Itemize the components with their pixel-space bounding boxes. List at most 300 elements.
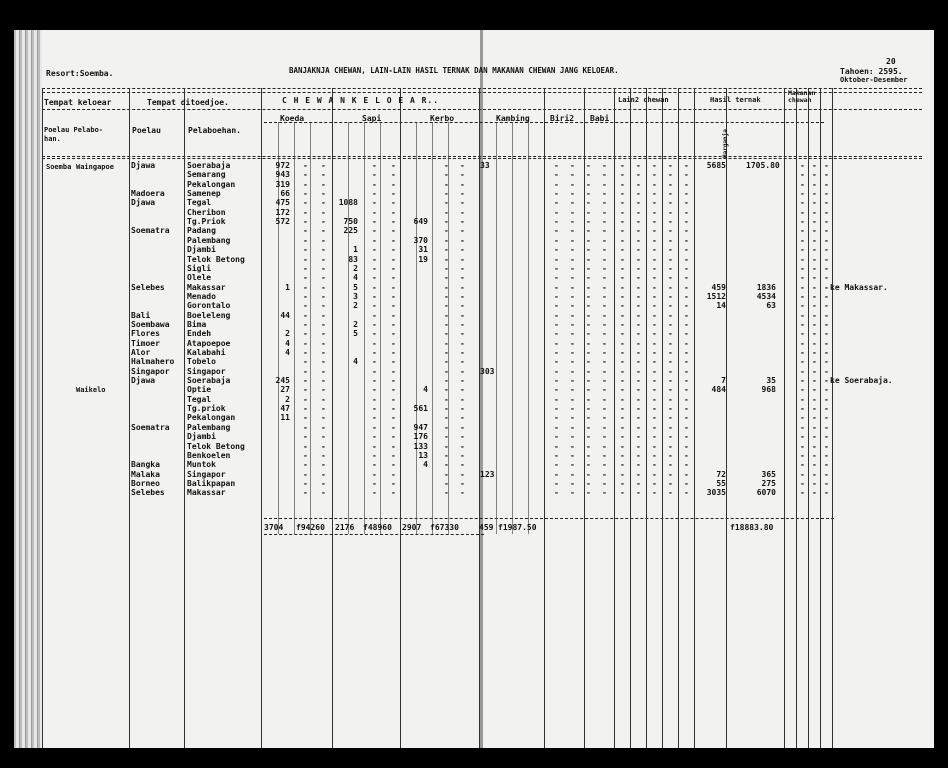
empty-cell-dash: - [444, 329, 449, 339]
empty-cell-dash: - [636, 394, 641, 404]
empty-cell-dash: - [460, 161, 465, 170]
empty-cell-dash: - [602, 469, 607, 479]
col-lainlain: Lain2 chewan [618, 96, 669, 104]
empty-cell-dash: - [824, 460, 829, 470]
empty-cell-dash: - [321, 366, 326, 376]
row-koeda: 572 [275, 217, 290, 227]
empty-cell-dash: - [812, 450, 817, 460]
empty-cell-dash: - [636, 291, 641, 301]
empty-cell-dash: - [586, 217, 591, 227]
empty-cell-dash: - [321, 319, 326, 329]
empty-cell-dash: - [391, 432, 396, 442]
empty-cell-dash: - [684, 338, 689, 348]
empty-cell-dash: - [800, 488, 805, 498]
empty-cell-dash: - [824, 226, 829, 236]
empty-cell-dash: - [812, 338, 817, 348]
empty-cell-dash: - [570, 469, 575, 479]
empty-cell-dash: - [391, 357, 396, 367]
empty-cell-dash: - [372, 366, 377, 376]
empty-cell-dash: - [668, 263, 673, 273]
empty-cell-dash: - [321, 478, 326, 488]
empty-cell-dash: - [812, 404, 817, 414]
row-hasil-banjak: 5685 [706, 161, 726, 170]
row-kerbo: 13 [418, 450, 428, 460]
row-port: Samenep [187, 189, 221, 199]
empty-cell-dash: - [460, 478, 465, 488]
empty-cell-dash: - [586, 488, 591, 498]
empty-cell-dash: - [570, 478, 575, 488]
empty-cell-dash: - [372, 226, 377, 236]
empty-cell-dash: - [460, 348, 465, 357]
row-hasil-harga: 35 [766, 376, 776, 386]
row-hasil-harga: 63 [766, 301, 776, 311]
empty-cell-dash: - [303, 488, 308, 498]
empty-cell-dash: - [652, 207, 657, 217]
empty-cell-dash: - [800, 179, 805, 189]
empty-cell-dash: - [800, 469, 805, 479]
empty-cell-dash: - [372, 450, 377, 460]
empty-cell-dash: - [602, 226, 607, 236]
row-port: Tegal [187, 394, 212, 404]
row-port: Makassar [187, 488, 226, 498]
empty-cell-dash: - [636, 310, 641, 320]
empty-cell-dash: - [586, 348, 591, 357]
empty-cell-dash: - [620, 254, 625, 264]
empty-cell-dash: - [460, 254, 465, 264]
total-koeda-harga: f94260 [296, 523, 325, 532]
empty-cell-dash: - [372, 385, 377, 395]
empty-cell-dash: - [554, 488, 559, 498]
sub-column-rule [364, 122, 365, 534]
empty-cell-dash: - [460, 338, 465, 348]
column-rule [694, 88, 695, 748]
total-koeda-banjak: 3704 [264, 523, 284, 532]
empty-cell-dash: - [602, 301, 607, 311]
empty-cell-dash: - [460, 404, 465, 414]
row-kerbo: 4 [423, 385, 428, 395]
empty-cell-dash: - [684, 422, 689, 432]
empty-cell-dash: - [554, 376, 559, 386]
column-rule [614, 88, 615, 748]
empty-cell-dash: - [554, 394, 559, 404]
empty-cell-dash: - [391, 310, 396, 320]
empty-cell-dash: - [684, 450, 689, 460]
empty-cell-dash: - [372, 404, 377, 414]
empty-cell-dash: - [824, 404, 829, 414]
empty-cell-dash: - [460, 385, 465, 395]
empty-cell-dash: - [652, 357, 657, 367]
empty-cell-dash: - [668, 319, 673, 329]
empty-cell-dash: - [636, 441, 641, 451]
row-sapi: 225 [343, 226, 358, 236]
row-poelau: Djawa [131, 198, 156, 208]
row-koeda: 2 [285, 329, 290, 339]
empty-cell-dash: - [321, 488, 326, 498]
total-sapi-harga: f48960 [363, 523, 392, 532]
empty-cell-dash: - [554, 478, 559, 488]
empty-cell-dash: - [303, 366, 308, 376]
empty-cell-dash: - [824, 207, 829, 217]
empty-cell-dash: - [668, 310, 673, 320]
empty-cell-dash: - [800, 319, 805, 329]
empty-cell-dash: - [554, 207, 559, 217]
empty-cell-dash: - [391, 366, 396, 376]
empty-cell-dash: - [800, 404, 805, 414]
year-subtitle: Oktober-Desember [840, 76, 908, 84]
empty-cell-dash: - [321, 301, 326, 311]
empty-cell-dash: - [652, 254, 657, 264]
empty-cell-dash: - [570, 217, 575, 227]
empty-cell-dash: - [602, 441, 607, 451]
empty-cell-dash: - [460, 413, 465, 423]
empty-cell-dash: - [391, 329, 396, 339]
empty-cell-dash: - [684, 189, 689, 199]
row-port: Soerabaja [187, 161, 231, 170]
empty-cell-dash: - [668, 422, 673, 432]
empty-cell-dash: - [321, 245, 326, 255]
total-kambing-harga: f1987.50 [498, 523, 537, 532]
empty-cell-dash: - [586, 460, 591, 470]
empty-cell-dash: - [684, 469, 689, 479]
col-tempat-keloear: Tempat keloear [44, 98, 112, 107]
column-rule [332, 88, 333, 748]
empty-cell-dash: - [586, 319, 591, 329]
row-port: Padang [187, 226, 216, 236]
empty-cell-dash: - [460, 263, 465, 273]
empty-cell-dash: - [321, 329, 326, 339]
column-rule [726, 88, 727, 748]
empty-cell-dash: - [824, 469, 829, 479]
empty-cell-dash: - [652, 245, 657, 255]
empty-cell-dash: - [570, 301, 575, 311]
row-poelau: Timoer [131, 338, 160, 348]
column-rule [678, 88, 679, 748]
empty-cell-dash: - [636, 488, 641, 498]
empty-cell-dash: - [602, 385, 607, 395]
empty-cell-dash: - [321, 179, 326, 189]
empty-cell-dash: - [652, 282, 657, 292]
row-port: Endeh [187, 329, 212, 339]
empty-cell-dash: - [303, 161, 308, 170]
empty-cell-dash: - [652, 450, 657, 460]
empty-cell-dash: - [586, 207, 591, 217]
empty-cell-dash: - [372, 161, 377, 170]
empty-cell-dash: - [602, 161, 607, 170]
empty-cell-dash: - [800, 422, 805, 432]
empty-cell-dash: - [303, 338, 308, 348]
empty-cell-dash: - [668, 301, 673, 311]
empty-cell-dash: - [372, 469, 377, 479]
column-rule [42, 88, 43, 748]
empty-cell-dash: - [636, 366, 641, 376]
empty-cell-dash: - [668, 273, 673, 283]
empty-cell-dash: - [652, 478, 657, 488]
col-chewan-keloear: C H E W A N K E L O E A R.. [282, 96, 440, 105]
empty-cell-dash: - [321, 198, 326, 208]
empty-cell-dash: - [602, 217, 607, 227]
row-koeda: 2 [285, 394, 290, 404]
empty-cell-dash: - [460, 282, 465, 292]
empty-cell-dash: - [554, 469, 559, 479]
empty-cell-dash: - [444, 357, 449, 367]
row-hasil-harga: 6070 [756, 488, 776, 498]
empty-cell-dash: - [824, 179, 829, 189]
row-hasil-banjak: 3035 [706, 488, 726, 498]
empty-cell-dash: - [586, 263, 591, 273]
empty-cell-dash: - [321, 263, 326, 273]
empty-cell-dash: - [684, 310, 689, 320]
empty-cell-dash: - [824, 478, 829, 488]
empty-cell-dash: - [460, 366, 465, 376]
empty-cell-dash: - [812, 291, 817, 301]
column-rule [832, 88, 833, 748]
empty-cell-dash: - [321, 338, 326, 348]
empty-cell-dash: - [303, 245, 308, 255]
empty-cell-dash: - [570, 198, 575, 208]
empty-cell-dash: - [303, 404, 308, 414]
empty-cell-dash: - [303, 460, 308, 470]
row-hasil-banjak: 1512 [706, 291, 726, 301]
empty-cell-dash: - [321, 413, 326, 423]
empty-cell-dash: - [800, 413, 805, 423]
empty-cell-dash: - [602, 245, 607, 255]
empty-cell-dash: - [554, 301, 559, 311]
row-port: Balikpapan [187, 478, 236, 488]
empty-cell-dash: - [668, 404, 673, 414]
empty-cell-dash: - [668, 226, 673, 236]
empty-cell-dash: - [570, 226, 575, 236]
origin-port-waingapoe: Waingapoe [76, 163, 114, 171]
empty-cell-dash: - [824, 189, 829, 199]
empty-cell-dash: - [824, 366, 829, 376]
empty-cell-dash: - [602, 413, 607, 423]
total-kerbo-banjak: 2907 [402, 523, 422, 532]
column-rule [784, 88, 785, 748]
empty-cell-dash: - [684, 254, 689, 264]
column-rule [584, 88, 585, 748]
empty-cell-dash: - [668, 450, 673, 460]
row-koeda: 972 [275, 161, 290, 170]
empty-cell-dash: - [460, 189, 465, 199]
empty-cell-dash: - [636, 245, 641, 255]
empty-cell-dash: - [444, 338, 449, 348]
empty-cell-dash: - [620, 319, 625, 329]
empty-cell-dash: - [824, 376, 829, 386]
empty-cell-dash: - [444, 450, 449, 460]
row-sapi: 1 [353, 245, 358, 255]
empty-cell-dash: - [800, 366, 805, 376]
empty-cell-dash: - [303, 413, 308, 423]
empty-cell-dash: - [570, 376, 575, 386]
empty-cell-dash: - [824, 422, 829, 432]
empty-cell-dash: - [684, 441, 689, 451]
empty-cell-dash: - [444, 432, 449, 442]
page-title: BANJAKNJA CHEWAN, LAIN-LAIN HASIL TERNAK DAN MAKANAN CHEWAN JANG KELOEAR. [289, 66, 619, 75]
empty-cell-dash: - [554, 170, 559, 180]
empty-cell-dash: - [570, 235, 575, 245]
empty-cell-dash: - [586, 301, 591, 311]
empty-cell-dash: - [824, 235, 829, 245]
empty-cell-dash: - [303, 348, 308, 357]
empty-cell-dash: - [554, 189, 559, 199]
empty-cell-dash: - [636, 348, 641, 357]
empty-cell-dash: - [800, 291, 805, 301]
empty-cell-dash: - [812, 357, 817, 367]
row-port: Djambi [187, 245, 216, 255]
empty-cell-dash: - [372, 413, 377, 423]
empty-cell-dash: - [391, 338, 396, 348]
empty-cell-dash: - [391, 469, 396, 479]
empty-cell-dash: - [800, 235, 805, 245]
empty-cell-dash: - [812, 207, 817, 217]
empty-cell-dash: - [620, 282, 625, 292]
empty-cell-dash: - [586, 478, 591, 488]
empty-cell-dash: - [636, 404, 641, 414]
row-koeda: 172 [275, 207, 290, 217]
empty-cell-dash: - [391, 179, 396, 189]
empty-cell-dash: - [668, 198, 673, 208]
empty-cell-dash: - [554, 404, 559, 414]
empty-cell-dash: - [812, 394, 817, 404]
empty-cell-dash: - [372, 338, 377, 348]
empty-cell-dash: - [460, 291, 465, 301]
empty-cell-dash: - [684, 366, 689, 376]
row-poelau: Bangka [131, 460, 160, 470]
empty-cell-dash: - [460, 469, 465, 479]
empty-cell-dash: - [636, 235, 641, 245]
empty-cell-dash: - [636, 301, 641, 311]
row-hasil-harga: 4534 [756, 291, 776, 301]
empty-cell-dash: - [824, 170, 829, 180]
empty-cell-dash: - [570, 273, 575, 283]
empty-cell-dash: - [321, 161, 326, 170]
empty-cell-dash: - [372, 301, 377, 311]
empty-cell-dash: - [800, 161, 805, 170]
sub-column-rule [496, 122, 497, 534]
empty-cell-dash: - [570, 357, 575, 367]
empty-cell-dash: - [391, 488, 396, 498]
empty-cell-dash: - [372, 179, 377, 189]
empty-cell-dash: - [620, 329, 625, 339]
empty-cell-dash: - [444, 254, 449, 264]
sub-column-rule [310, 122, 311, 534]
empty-cell-dash: - [321, 273, 326, 283]
empty-cell-dash: - [460, 310, 465, 320]
row-poelau: Soembawa [131, 319, 170, 329]
row-port: Optie [187, 385, 212, 395]
row-port: Pekalongan [187, 179, 236, 189]
empty-cell-dash: - [800, 338, 805, 348]
row-poelau: Borneo [131, 478, 160, 488]
empty-cell-dash: - [668, 338, 673, 348]
empty-cell-dash: - [303, 282, 308, 292]
row-sapi: 2 [353, 301, 358, 311]
empty-cell-dash: - [602, 273, 607, 283]
empty-cell-dash: - [824, 357, 829, 367]
empty-cell-dash: - [800, 441, 805, 451]
empty-cell-dash: - [554, 432, 559, 442]
year-label: Tahoen: 2595. [840, 67, 903, 76]
empty-cell-dash: - [303, 226, 308, 236]
empty-cell-dash: - [602, 357, 607, 367]
empty-cell-dash: - [800, 310, 805, 320]
empty-cell-dash: - [800, 357, 805, 367]
empty-cell-dash: - [391, 348, 396, 357]
row-port: Palembang [187, 235, 231, 245]
empty-cell-dash: - [372, 263, 377, 273]
empty-cell-dash: - [391, 226, 396, 236]
empty-cell-dash: - [444, 207, 449, 217]
empty-cell-dash: - [444, 217, 449, 227]
empty-cell-dash: - [586, 394, 591, 404]
empty-cell-dash: - [652, 385, 657, 395]
empty-cell-dash: - [652, 366, 657, 376]
empty-cell-dash: - [602, 179, 607, 189]
empty-cell-dash: - [620, 404, 625, 414]
empty-cell-dash: - [800, 189, 805, 199]
empty-cell-dash: - [636, 385, 641, 395]
empty-cell-dash: - [652, 301, 657, 311]
row-port: Pekalongan [187, 413, 236, 423]
empty-cell-dash: - [372, 310, 377, 320]
empty-cell-dash: - [824, 432, 829, 442]
empty-cell-dash: - [812, 273, 817, 283]
empty-cell-dash: - [812, 198, 817, 208]
empty-cell-dash: - [570, 413, 575, 423]
empty-cell-dash: - [444, 310, 449, 320]
empty-cell-dash: - [636, 170, 641, 180]
empty-cell-dash: - [652, 488, 657, 498]
column-rule [479, 88, 480, 748]
empty-cell-dash: - [800, 376, 805, 386]
row-port: Olele [187, 273, 212, 283]
empty-cell-dash: - [570, 263, 575, 273]
row-koeda: 4 [285, 338, 290, 348]
empty-cell-dash: - [303, 217, 308, 227]
empty-cell-dash: - [602, 460, 607, 470]
row-port: Makassar [187, 282, 226, 292]
empty-cell-dash: - [812, 170, 817, 180]
row-poelau: Bali [131, 310, 151, 320]
empty-cell-dash: - [303, 263, 308, 273]
empty-cell-dash: - [321, 254, 326, 264]
empty-cell-dash: - [684, 179, 689, 189]
empty-cell-dash: - [570, 348, 575, 357]
empty-cell-dash: - [460, 245, 465, 255]
empty-cell-dash: - [824, 348, 829, 357]
empty-cell-dash: - [321, 310, 326, 320]
empty-cell-dash: - [812, 422, 817, 432]
empty-cell-dash: - [800, 207, 805, 217]
row-port: Telok Betong [187, 254, 245, 264]
empty-cell-dash: - [812, 441, 817, 451]
empty-cell-dash: - [684, 394, 689, 404]
empty-cell-dash: - [812, 432, 817, 442]
row-poelau: Malaka [131, 469, 160, 479]
empty-cell-dash: - [303, 319, 308, 329]
empty-cell-dash: - [652, 422, 657, 432]
empty-cell-dash: - [812, 217, 817, 227]
empty-cell-dash: - [636, 329, 641, 339]
empty-cell-dash: - [444, 170, 449, 180]
empty-cell-dash: - [586, 226, 591, 236]
empty-cell-dash: - [303, 273, 308, 283]
row-koeda: 1 [285, 282, 290, 292]
empty-cell-dash: - [444, 198, 449, 208]
empty-cell-dash: - [620, 198, 625, 208]
row-poelau: Djawa [131, 376, 156, 386]
empty-cell-dash: - [602, 488, 607, 498]
